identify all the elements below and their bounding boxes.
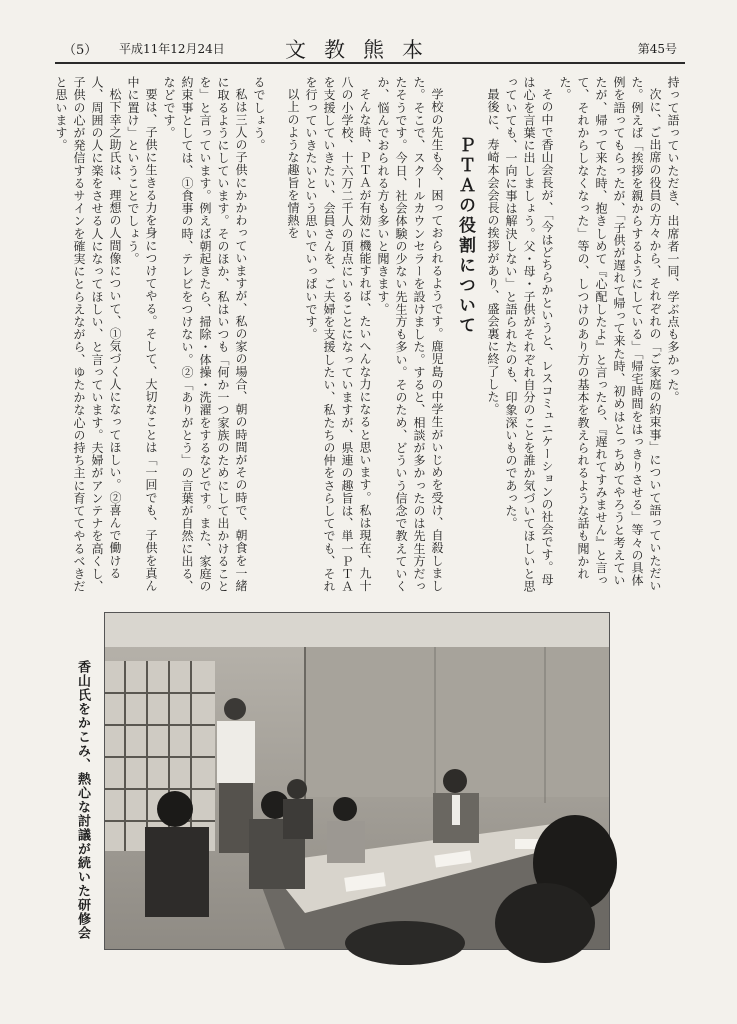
paragraph: 私は三人の子供にかかわっていますが、私の家の場合、朝の時間がその時で、朝食を一緒に取るようにしています。そのほか、私はいつも「何か一つ家族のためにして出かけることを」と言っています。例えば朝起きたら、掃除・体操・洗濯をするなどです。また、家庭の約束事としては、①食事の時、テレビをつけない。②「ありがとう」の言葉が自然に出る、などです。 (162, 76, 248, 593)
issue-date: 平成11年12月24日 (119, 42, 225, 56)
paragraph: 要は、子供に生きる力を身につけてやる。そして、大切なことは「一回でも、子供を真ん中に置け」ということでしょう。 (126, 76, 158, 592)
paragraph: 松下幸之助氏は、理想の人間像について、①気づく人になってほしい。②喜んで働ける人、周囲の人に楽をさせる人になってほしい、と言っています。夫婦がアンテナを高くし、子供の心が発信するサインを確実にとらえながら、ゆたかな心の持ち主に育ててやるべきだと思います。 (54, 76, 122, 593)
paragraph: 次に、ご出席の役員の方々から、それぞれの「ご家庭の約束事」について語っていただいた。例えば「挨拶を親からするようにしている」「帰宅時間をはっきりさせる」等々の具体例を語ってもらったが、「子供が遅れて帰って来た時、初めはとっちめてやろうと考えていたが、帰って来た時、抱きしめて『心配したよ』と言ったら、『遅れてすみません』と言って、それからしなくなった」等の、しつけのあり方の基本を教えられるような話も聞かれた。 (558, 76, 662, 592)
paragraph: 持って語っていただき、出席者一同、学ぶ点も多かった。 (666, 76, 680, 404)
paragraph: 最後に、寿崎本会会長の挨拶があり、盛会裏に終了した。 (486, 88, 500, 416)
photo-caption: 香山氏をかこみ、熱心な討議が続いた研修会 (75, 660, 90, 940)
issue-number: 第45号 (637, 42, 677, 56)
paragraph: 学校の先生も今、困っておられるようです。鹿児島の中学生がいじめを受け、自殺しました。そこで、スクールカウンセラーを設けました。すると、相談が多かったのは先生方だったそうです。今日、社会体験の少ない先生方も多い。そのため、どういう信念で教えていくか、悩んでおられる方も多いと聞きます。 (376, 76, 444, 593)
page-header (55, 34, 685, 60)
paragraph: そんな時、ＰＴＡが有効に機能すれば、たいへんな力になると思います。私は現在、九十八の小学校、十六万二千人の頂点にいることになっていますが、県連の趣旨は、単一ＰＴＡを支援していきたい、会員さんを、ご夫婦を支援したい、私たちの仲をさらしてでも、それを行っていきたいという思いでいっぱいです。 (304, 76, 372, 593)
meeting-photo (104, 612, 610, 950)
article-column-3 (56, 76, 268, 596)
paragraph: るでしょう。 (252, 76, 266, 152)
meeting-photo-illustration (105, 613, 609, 949)
article-column-1 (482, 76, 682, 596)
paragraph: その中で香山会長が、「今はどちらかというと、レスコミュニケーションの社会です。母は心を言葉に出しましょう。父・母・子供がそれぞれ自分のことを誰か気づいてほしいと思っていても、一向に事は解決しない」と語られたのも、印象深いものであった。 (504, 76, 554, 593)
page-number: （5） (63, 43, 98, 58)
paragraph: 以上のような趣旨を情熱を (286, 88, 300, 240)
article-column-2 (270, 76, 480, 596)
section-heading: ＰＴＡの役割について (455, 136, 475, 336)
newspaper-title: 文教熊本 (285, 38, 441, 62)
header-rule (55, 62, 685, 64)
